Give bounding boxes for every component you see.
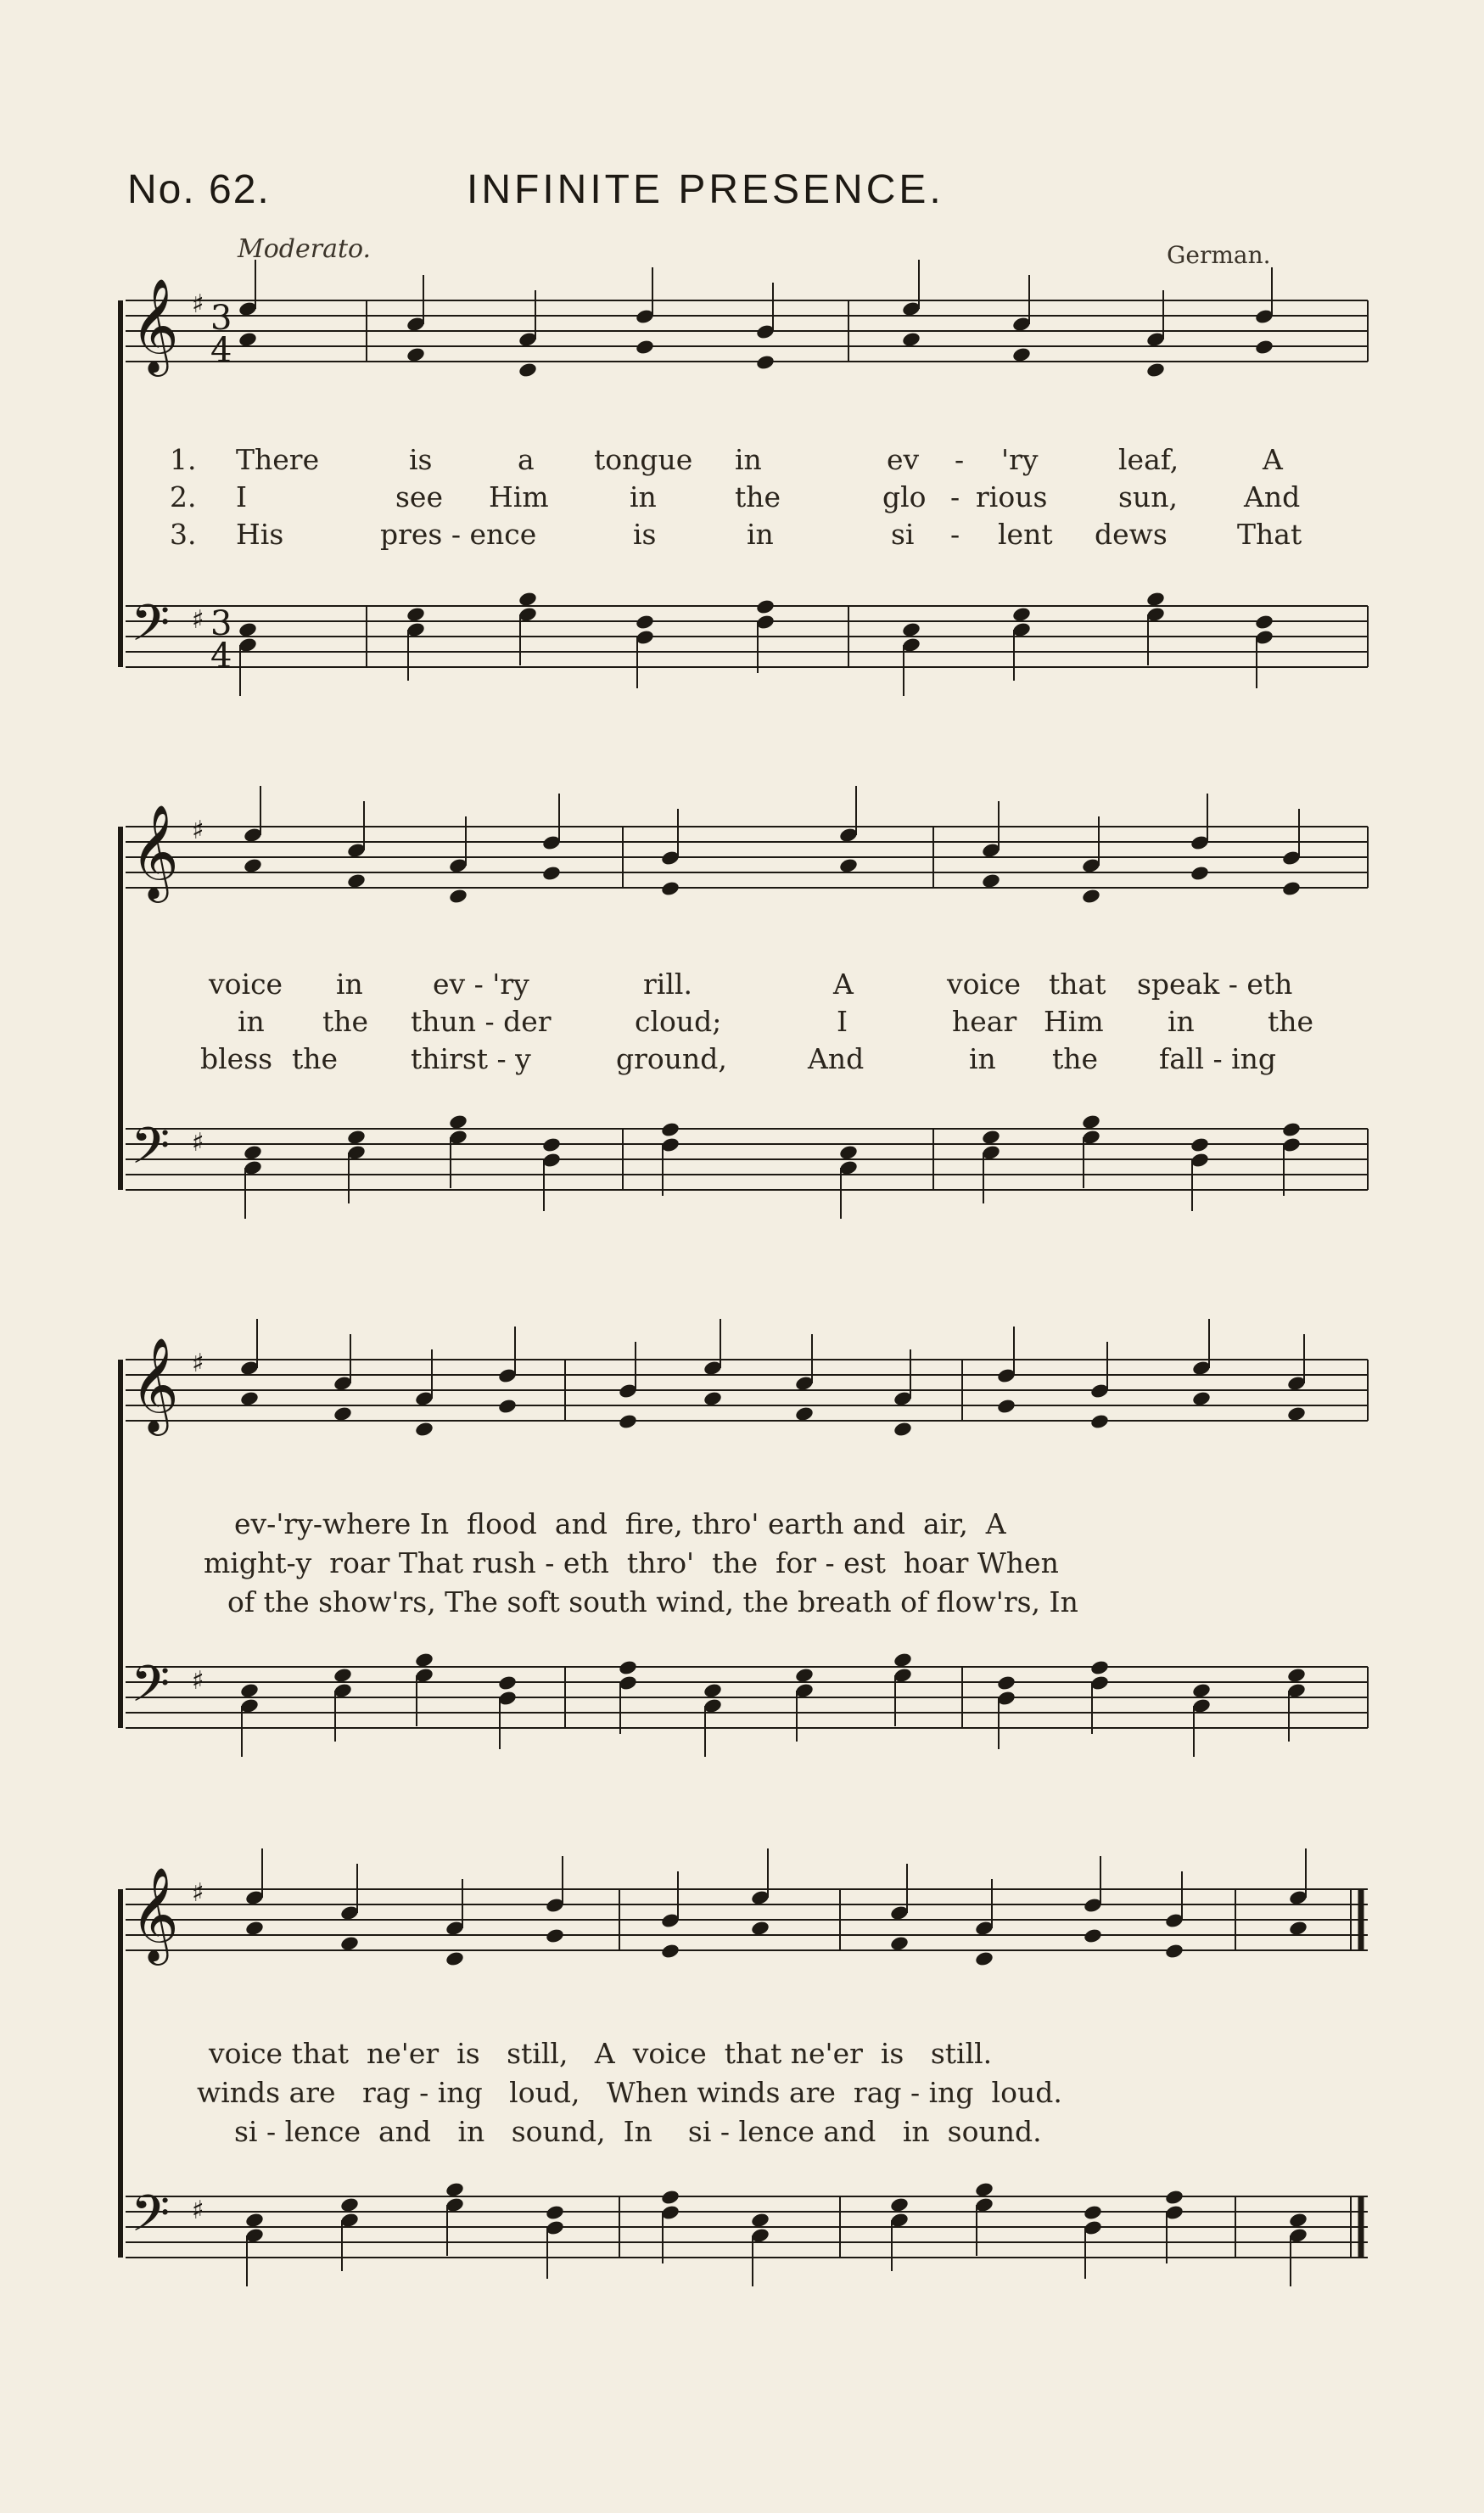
lyric-word: ev [887, 443, 920, 476]
note-head [750, 2212, 770, 2229]
note-head [1011, 606, 1032, 623]
note-head [1145, 591, 1166, 608]
lyric-line-1-3 [0, 518, 1484, 552]
note-head [889, 2196, 910, 2213]
note-head [541, 1136, 562, 1153]
time-signature-icon: 3 [210, 299, 232, 338]
note-head [893, 1652, 913, 1669]
note-head [541, 865, 562, 882]
bass-clef-icon: 𝄢 [131, 1116, 171, 1187]
lyric-word: - [950, 480, 960, 513]
time-signature-icon: 3 [210, 604, 232, 643]
note-head [838, 857, 859, 874]
lyric-word: in [969, 1042, 996, 1075]
note-head [660, 1121, 680, 1138]
lyric-line-3-3: of the show'rs, The soft south wind, the breath of flow'rs, In [227, 1585, 1078, 1618]
lyric-word: lent [998, 518, 1053, 551]
lyric-word: hear [952, 1005, 1017, 1038]
lyric-line-2-3 [0, 1042, 1484, 1076]
note-head [1190, 1136, 1210, 1153]
bass-clef-icon: 𝄢 [131, 2184, 171, 2255]
note-head [618, 1413, 638, 1430]
note-head [1191, 1682, 1212, 1699]
note-head [1081, 1113, 1101, 1130]
lyric-line-4-1: voice that ne'er is still, A voice that ne'er is still. [209, 2037, 993, 2070]
lyric-word: - [950, 518, 960, 551]
sharp-icon: ♯ [192, 1128, 204, 1158]
lyric-word: pres - ence [380, 518, 537, 551]
tempo-marking: Moderato. [238, 234, 372, 264]
sharp-icon: ♯ [192, 289, 204, 319]
lyric-line-4-3: si - lence and in sound, In si - lence and in sound. [234, 2115, 1042, 2148]
lyric-word: That [1237, 518, 1302, 551]
note-head [339, 1935, 360, 1952]
note-head [660, 880, 680, 897]
lyric-word: His [236, 518, 284, 551]
lyric-word: dews [1095, 518, 1168, 551]
note-head [1164, 2189, 1184, 2206]
lyric-word: in [630, 480, 657, 513]
lyric-word: And [808, 1042, 865, 1075]
note-head [445, 1950, 465, 1967]
note-head [750, 1920, 770, 1937]
lyric-word: the [292, 1042, 339, 1075]
lyric-line-1-2 [0, 480, 1484, 514]
lyric-word: speak - eth [1137, 968, 1293, 1001]
lyric-word: the [322, 1005, 369, 1038]
lyric-word: rill. [643, 968, 692, 1001]
note-head [794, 1405, 815, 1422]
note-head [1254, 339, 1274, 356]
note-head [974, 2181, 994, 2198]
note-head [243, 857, 263, 874]
lyric-line-1-1 [0, 443, 1484, 477]
note-head [448, 888, 468, 905]
lyric-word: the [1268, 1005, 1314, 1038]
lyric-word: There [236, 443, 320, 476]
lyric-word: fall - ing [1159, 1042, 1277, 1075]
note-head [889, 1935, 910, 1952]
note-head [239, 1390, 260, 1407]
note-head [703, 1390, 723, 1407]
treble-clef-icon: 𝄞 [131, 1337, 179, 1432]
lyric-word: Him [489, 480, 549, 513]
note-head [346, 872, 367, 889]
lyric-word: ev - 'ry [433, 968, 529, 1001]
lyric-word: in [747, 518, 774, 551]
note-head [497, 1674, 518, 1691]
note-head [333, 1667, 353, 1684]
lyric-word: leaf, [1118, 443, 1179, 476]
lyric-word: in [336, 968, 363, 1001]
treble-clef-icon: 𝄞 [131, 804, 179, 899]
lyric-word: A [1263, 443, 1283, 476]
note-head [545, 2204, 565, 2221]
sharp-icon: ♯ [192, 1666, 204, 1696]
lyric-word: the [1052, 1042, 1099, 1075]
note-head [755, 354, 776, 371]
time-signature-icon: 4 [210, 331, 232, 370]
lyric-word: - [955, 443, 965, 476]
note-head [346, 1129, 367, 1146]
lyric-word: And [1244, 480, 1301, 513]
lyric-word: the [735, 480, 781, 513]
lyric-line-2-1 [0, 968, 1484, 1001]
note-head [1286, 1405, 1307, 1422]
time-signature-icon: 4 [210, 637, 232, 676]
lyric-word: is [633, 518, 657, 551]
lyric-word: I [236, 480, 248, 513]
lyric-word: I [837, 1005, 848, 1038]
note-head [996, 1398, 1016, 1415]
note-head [497, 1398, 518, 1415]
note-head [406, 606, 426, 623]
note-head [996, 1674, 1016, 1691]
sharp-icon: ♯ [192, 605, 204, 635]
lyric-word: bless [200, 1042, 273, 1075]
lyric-word: Him [1044, 1005, 1104, 1038]
sharp-icon: ♯ [192, 816, 204, 845]
note-head [414, 1421, 434, 1438]
lyric-word: voice [947, 968, 1022, 1001]
note-head [339, 2196, 360, 2213]
treble-clef-icon: 𝄞 [131, 1866, 179, 1961]
hymn-title: INFINITE PRESENCE. [467, 167, 944, 212]
verse-number: 3. [170, 518, 197, 551]
lyric-line-3-2: might-y roar That rush - eth thro' the for - est hoar When [204, 1546, 1059, 1579]
note-head [445, 2181, 465, 2198]
note-head [660, 2189, 680, 2206]
lyric-word: si [891, 518, 915, 551]
note-head [1281, 880, 1302, 897]
note-head [545, 1927, 565, 1944]
note-head [239, 1682, 260, 1699]
lyric-word: voice [209, 968, 283, 1001]
note-head [755, 598, 776, 615]
note-head [1288, 1920, 1308, 1937]
note-head [1083, 1927, 1103, 1944]
lyric-word: see [395, 480, 443, 513]
note-head [618, 1659, 638, 1676]
note-head [448, 1113, 468, 1130]
note-head [1011, 346, 1032, 363]
note-head [333, 1405, 353, 1422]
note-head [1089, 1413, 1110, 1430]
note-head [1081, 888, 1101, 905]
note-head [1254, 614, 1274, 631]
note-head [1089, 1659, 1110, 1676]
note-head [981, 872, 1001, 889]
note-head [1288, 2212, 1308, 2229]
note-head [414, 1652, 434, 1669]
note-head [893, 1421, 913, 1438]
note-head [1281, 1121, 1302, 1138]
note-head [838, 1144, 859, 1161]
lyric-word: 'ry [1001, 443, 1039, 476]
sharp-icon: ♯ [192, 1878, 204, 1908]
note-head [635, 339, 655, 356]
lyric-word: ground, [616, 1042, 727, 1075]
tune-origin: German. [1167, 241, 1271, 269]
lyric-word: A [833, 968, 854, 1001]
verse-number: 1. [170, 443, 197, 476]
note-head [660, 1943, 680, 1960]
bass-clef-icon: 𝄢 [131, 593, 171, 665]
note-head [406, 346, 426, 363]
lyric-word: is [409, 443, 433, 476]
note-head [238, 621, 258, 638]
sharp-icon: ♯ [192, 2196, 204, 2225]
lyric-line-4-2: winds are rag - ing loud, When winds are rag - ing loud. [197, 2076, 1062, 2109]
lyric-word: in [1168, 1005, 1195, 1038]
note-head [518, 362, 538, 379]
note-head [1191, 1390, 1212, 1407]
hymn-number: No. 62. [127, 167, 271, 212]
note-head [244, 1920, 265, 1937]
verse-number: 2. [170, 480, 197, 513]
note-head [1164, 1943, 1184, 1960]
note-head [1190, 865, 1210, 882]
lyric-word: rious [976, 480, 1048, 513]
lyric-word: in [238, 1005, 265, 1038]
note-head [635, 614, 655, 631]
note-head [238, 331, 258, 348]
note-head [1083, 2204, 1103, 2221]
lyric-line-3-1: ev-'ry-where In flood and fire, thro' earth and air, A [234, 1507, 1006, 1540]
lyric-word: cloud; [635, 1005, 722, 1038]
lyric-word: in [735, 443, 762, 476]
note-head [901, 331, 921, 348]
lyric-word: tongue [594, 443, 693, 476]
treble-clef-icon: 𝄞 [131, 278, 179, 373]
lyric-word: thirst - y [411, 1042, 531, 1075]
note-head [794, 1667, 815, 1684]
lyric-word: that [1049, 968, 1106, 1001]
sharp-icon: ♯ [192, 1349, 204, 1378]
note-head [244, 2212, 265, 2229]
lyric-word: sun, [1118, 480, 1178, 513]
note-head [974, 1950, 994, 1967]
note-head [1145, 362, 1166, 379]
note-head [981, 1129, 1001, 1146]
note-head [518, 591, 538, 608]
lyric-word: glo [882, 480, 927, 513]
bass-clef-icon: 𝄢 [131, 1654, 171, 1725]
note-head [243, 1144, 263, 1161]
lyric-word: thun - der [411, 1005, 552, 1038]
note-head [901, 621, 921, 638]
lyric-line-2-2 [0, 1005, 1484, 1039]
lyric-word: a [518, 443, 535, 476]
note-head [703, 1682, 723, 1699]
note-head [1286, 1667, 1307, 1684]
